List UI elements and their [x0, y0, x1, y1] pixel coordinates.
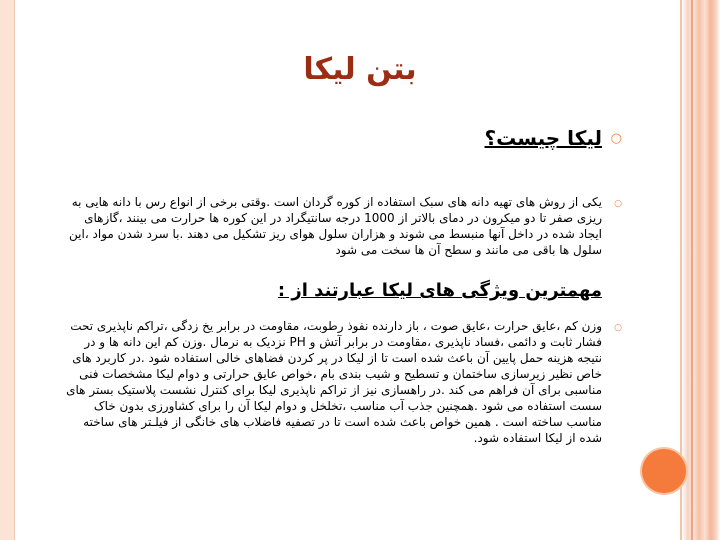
section1-heading: [62, 126, 624, 150]
section2-paragraph-text: وزن کم ،عایق حرارت ،عایق صوت ، باز دارنده نفوذ رطوبت، مقاومت در برابر یخ زدگی ،تراکم ناپذیری تحت فشار ثابت و دائمی ،فساد ناپذیری ،مقاومت در برابر آتش و PH نزدیک به نرمال .وزن کم این دانه ها و در نتیجه هزینه حمل پایین آن باعث شده است تا از لیکا در پر کردن فضاهای خالی استفاده شود .در کاربرد های خاص نظیر زیرسازی ساختمان و تسطیح و شیب بندی بام ،خواص عایق حرارتی و دوام لیکا مشخصات فنی مناسبی برای آن فراهم می کند .در راهسازی نیز از تراکم ناپذیری لیکا برای کنترل نشست پلاستیک بستر های سست استفاده می شود .همچنین جذب آب مناسب ،تخلخل و دوام لیکا آن را برای کشاورزی بدون خاک مناسب ساخته است . همین خواص باعث شده است تا در تصفیه فاضلاب های خانگی از فیلـتر های ساخته شده از لیکا استفاده شود.: [66, 319, 602, 445]
bullet-ring-icon: ○: [614, 199, 622, 209]
bullet-ring-icon: ○: [610, 131, 622, 146]
section1-paragraph-text: یکی از روش های تهیه دانه های سبک استفاده از کوره گردان است .وقتی برخی از انواع رس با دانه هایی به ریزی صفر تا دو میکرون در دمای بالاتر از 1000 درجه سانتیگراد در این کوره ها حرارت می بینند ،گازهای ایجاد شده در داخل آنها منبسط می شوند و هزاران سلول هوای ریز تشکیل می دهند .با سرد شدن مواد ،این سلول ها باقی می مانند و سطح آن ها سخت می شود: [69, 195, 602, 257]
bullet-ring-icon: ○: [614, 323, 622, 333]
section1-heading-text: لیکا چیست؟: [484, 126, 602, 150]
section1-paragraph: [62, 194, 624, 258]
decorative-circle: [642, 449, 686, 493]
section2-paragraph: [62, 318, 624, 446]
section2-heading: مهمترین ویژگی های لیکا عبارتند از :: [277, 280, 602, 301]
slide-content: [62, 126, 624, 446]
slide-title: بتن لیکا: [303, 52, 417, 87]
